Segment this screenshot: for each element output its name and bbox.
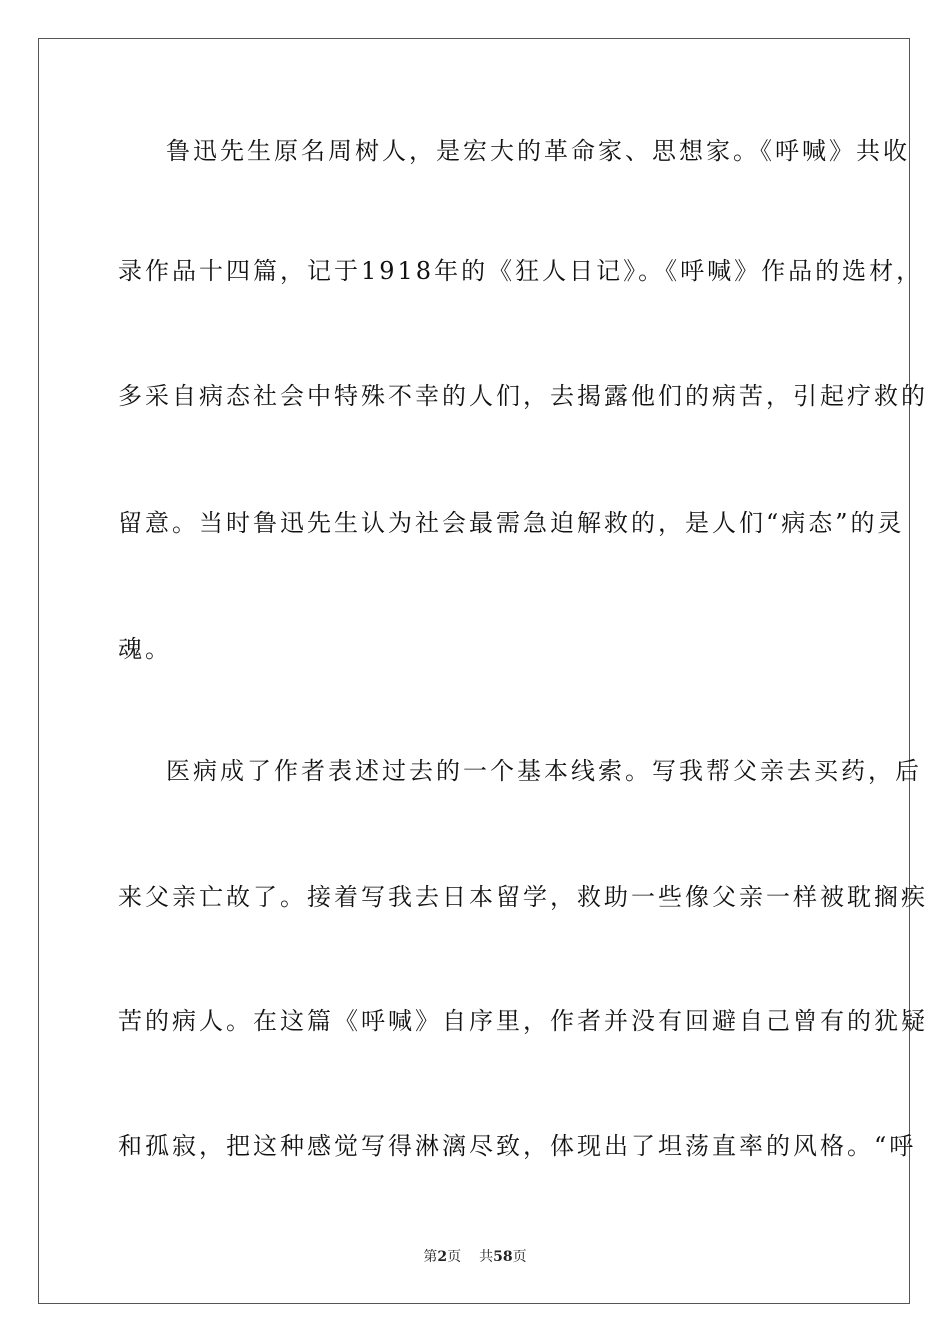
page-border (38, 38, 928, 1304)
footer-page-prefix: 第 (423, 1249, 438, 1265)
footer-total-prefix: 共 (479, 1249, 494, 1265)
paragraph-1-line-4: 留意。当时鲁迅先生认为社会最需急迫解救的，是人们“病态”的灵 (118, 509, 905, 537)
footer-total-pages: 58 (493, 1249, 513, 1265)
page-footer (0, 1248, 950, 1266)
paragraph-1-line-1: 鲁迅先生原名周树人，是宏大的革命家、思想家。《呼喊》共收 (166, 137, 910, 165)
paragraph-2-line-2: 来父亲亡故了。接着写我去日本留学，救助一些像父亲一样被耽搁疾 (118, 883, 928, 911)
footer-total-suffix: 页 (512, 1249, 527, 1265)
paragraph-1-line-3: 多采自病态社会中特殊不幸的人们，去揭露他们的病苦，引起疗救的 (118, 382, 928, 410)
paragraph-2-line-1: 医病成了作者表述过去的一个基本线索。写我帮父亲去买药，后 (166, 757, 922, 785)
paragraph-1-line-2: 录作品十四篇，记于1918年的《狂人日记》。《呼喊》作品的选材， (118, 257, 924, 285)
footer-page-number: 2 (437, 1249, 448, 1265)
paragraph-2-line-3: 苦的病人。在这篇《呼喊》自序里，作者并没有回避自己曾有的犹疑 (118, 1007, 928, 1035)
paragraph-1-line-5: 魂。 (118, 635, 172, 663)
paragraph-2-line-4: 和孤寂，把这种感觉写得淋漓尽致，体现出了坦荡直率的风格。“呼 (118, 1132, 917, 1160)
footer-page-suffix: 页 (447, 1249, 462, 1265)
